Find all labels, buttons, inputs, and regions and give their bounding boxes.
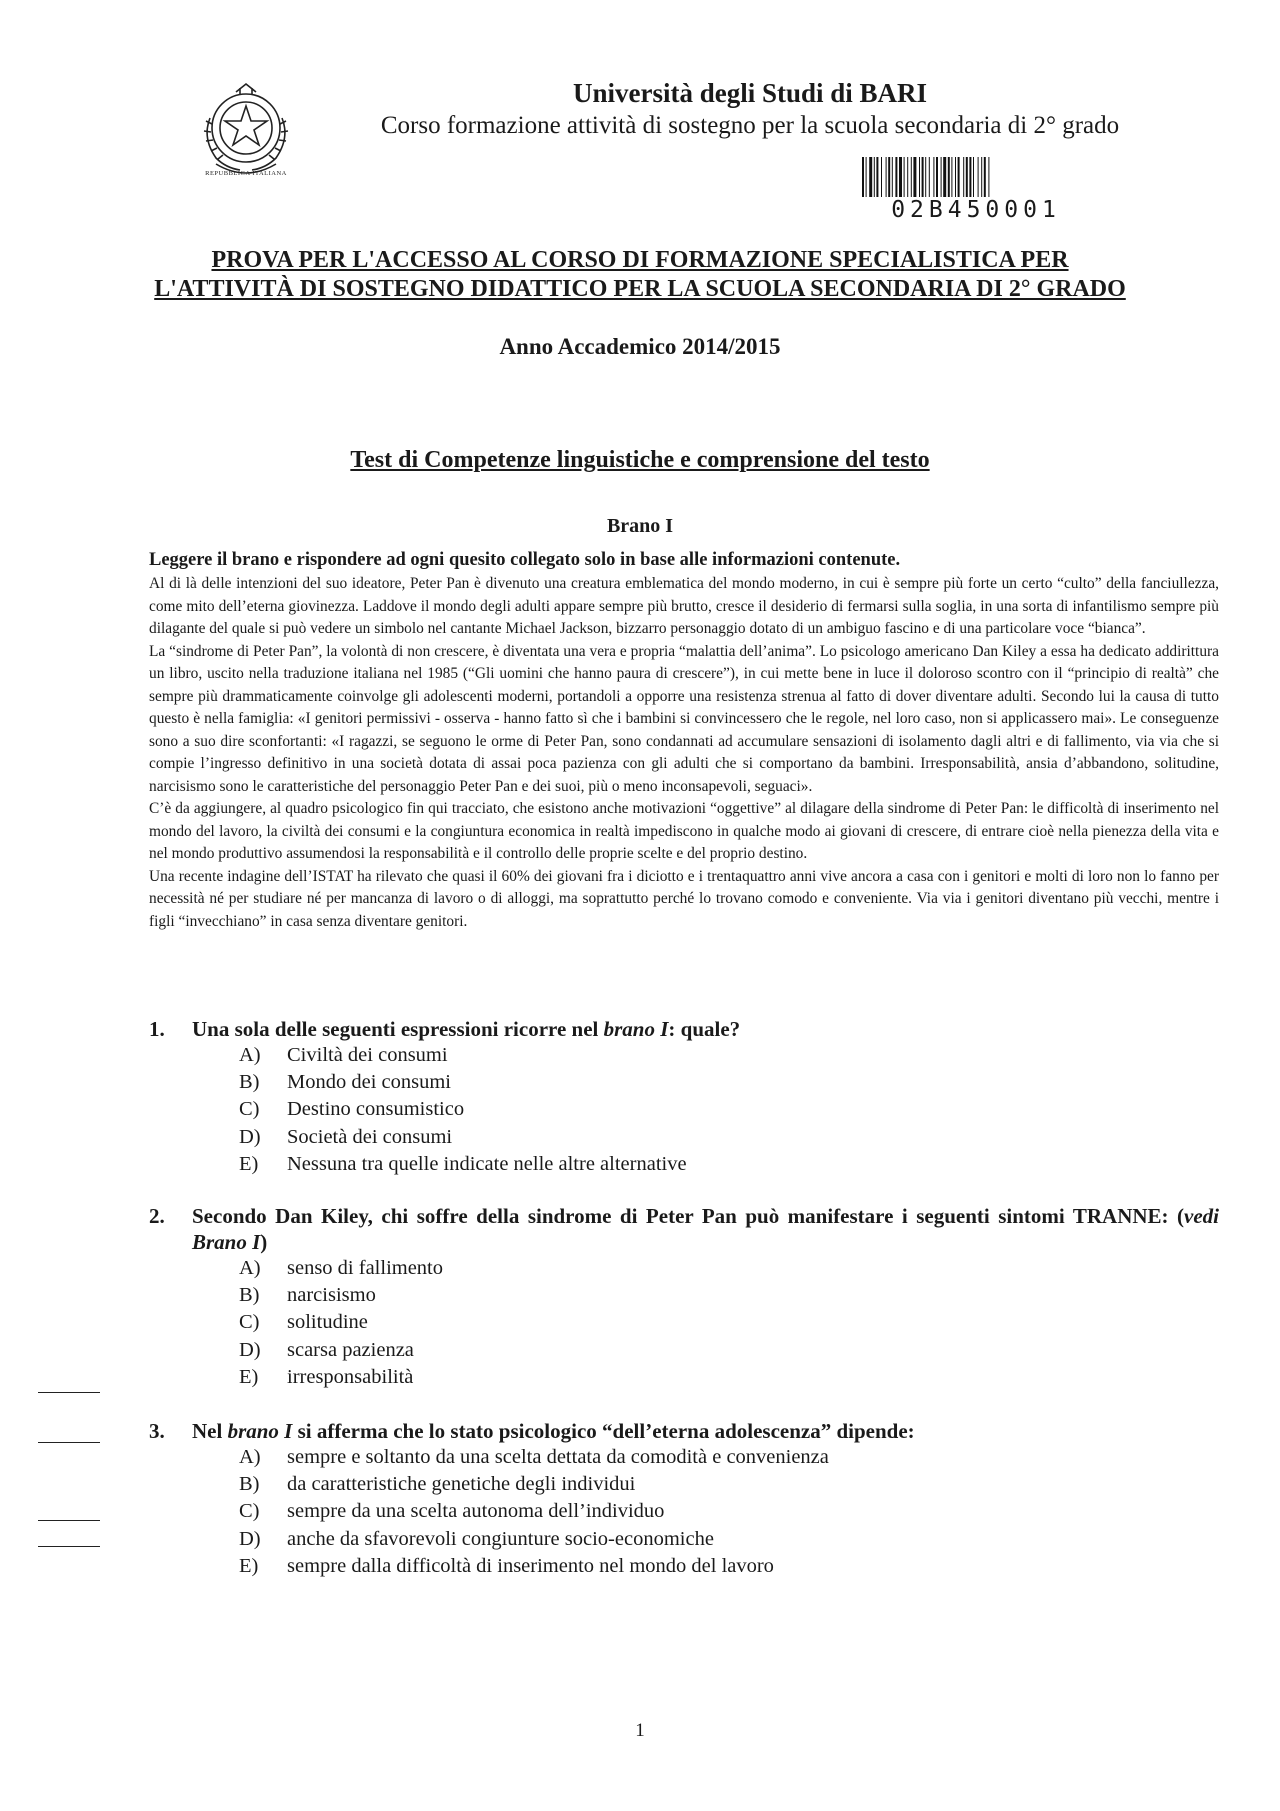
option-text: Civiltà dei consumi	[287, 1044, 448, 1066]
option-text: sempre e soltanto da una scelta dettata da comodità e convenienza	[287, 1446, 829, 1468]
option-text: da caratteristiche genetiche degli individui	[287, 1473, 636, 1496]
answer-option[interactable]	[149, 1069, 1219, 1096]
option-letter: C)	[239, 1098, 260, 1121]
barcode-number: 02B450001	[891, 197, 1061, 223]
option-letter: A)	[239, 1044, 261, 1066]
question-number: 3.	[149, 1419, 165, 1443]
answer-option[interactable]	[149, 1151, 1219, 1178]
passage-body	[149, 573, 1219, 933]
answer-option[interactable]	[149, 1309, 1219, 1336]
exam-title-line-1: PROVA PER L'ACCESSO AL CORSO DI FORMAZIONE SPECIALISTICA PER	[211, 247, 1069, 273]
university-name: Università degli Studi di BARI	[572, 78, 928, 108]
answer-option[interactable]	[149, 1364, 1219, 1391]
option-letter: E)	[239, 1152, 259, 1175]
passage-paragraph: C’è da aggiungere, al quadro psicologico fin qui tracciato, che esistono anche motivazioni “oggettive” al dilagare della sindrome di Peter Pan: le difficoltà di inserimento nel mondo del lavoro, la civiltà dei consumi e la congiuntura economica in realtà impediscono in qualche modo ai giovani di crescere, di entrare cioè nella pienezza della vita e nel mondo produttivo assumendosi la responsabilità e il controllo delle proprie scelte e del proprio destino.	[149, 800, 1219, 862]
test-title: Test di Competenze linguistiche e comprensione del testo	[350, 447, 930, 473]
option-text: anche da sfavorevoli congiunture socio-economiche	[287, 1527, 714, 1550]
exam-title-line-2: L'ATTIVITÀ DI SOSTEGNO DIDATTICO PER LA SCUOLA SECONDARIA DI 2° GRADO	[154, 276, 1126, 302]
option-letter: C)	[239, 1500, 260, 1523]
academic-year: Anno Accademico 2014/2015	[499, 334, 781, 359]
republic-emblem-logo	[196, 78, 296, 182]
option-text: Mondo dei consumi	[287, 1071, 451, 1094]
question-1	[149, 1016, 1219, 1178]
answer-option[interactable]	[149, 1255, 1219, 1282]
answer-option[interactable]	[149, 1498, 1219, 1525]
question-text: Nel brano I si afferma che lo stato psicologico “dell’eterna adolescenza” dipende:	[192, 1419, 915, 1443]
answer-option[interactable]	[149, 1471, 1219, 1498]
option-text: irresponsabilità	[287, 1365, 414, 1388]
option-text: sempre da una scelta autonoma dell’individuo	[287, 1500, 665, 1523]
option-text: sempre dalla difficoltà di inserimento nel mondo del lavoro	[287, 1554, 774, 1577]
margin-marker-line	[38, 1392, 100, 1393]
answer-options	[149, 1042, 1219, 1178]
option-text: solitudine	[287, 1311, 368, 1334]
answer-option[interactable]	[149, 1042, 1219, 1069]
option-text: scarsa pazienza	[287, 1338, 414, 1361]
answer-option[interactable]	[149, 1282, 1219, 1309]
option-letter: D)	[239, 1338, 261, 1361]
page-number: 1	[635, 1720, 645, 1741]
question-text: Una sola delle seguenti espressioni ricorre nel brano I: quale?	[192, 1017, 741, 1041]
passage-paragraph: La “sindrome di Peter Pan”, la volontà di non crescere, è diventata una vera e propria “malattia dell’anima”. Lo psicologo americano Dan Kiley a essa ha dedicato addirittura un libro, uscito nella traduzione italiana nel 1985 (“Gli uomini che hanno paura di crescere”), in cui mette bene in luce il doloroso scontro con il “principio di realtà” che sempre più drammaticamente coinvolge gli adolescenti moderni, portandoli a opporre una resistenza strenua al fatto di dover diventare adulti. Secondo lui la causa di tutto questo è nella famiglia: «I genitori permissivi - osserva - hanno fatto sì che i bambini si convincessero che le regole, nel loro caso, non si applicassero mai». Le conseguenze sono a suo dire sconfortanti: «I ragazzi, se seguono le orme di Peter Pan, sono condannati ad accumulare sensazioni di isolamento dagli altri e di fallimento, via via che si compie l’ingresso definitivo in una società dotata di assai poca pazienza con gli adulti che si comportano da bambini. Irresponsabilità, ansia d’abbandono, solitudine, narcisismo sono le caratteristiche del personaggio Peter Pan e dei suoi, più o meno inconsapevoli, seguaci».	[149, 642, 1219, 795]
answer-option[interactable]	[149, 1553, 1219, 1580]
question-number: 1.	[149, 1017, 165, 1041]
question-text: Secondo Dan Kiley, chi soffre della sindrome di Peter Pan può manifestare i seguenti sintomi TRANNE: (vedi Brano I)	[192, 1204, 1219, 1254]
option-text: senso di fallimento	[287, 1257, 444, 1279]
answer-options	[149, 1444, 1219, 1580]
option-text: narcisismo	[287, 1284, 376, 1307]
option-text: Nessuna tra quelle indicate nelle altre alternative	[287, 1152, 687, 1175]
answer-option[interactable]	[149, 1124, 1219, 1151]
option-letter: D)	[239, 1527, 261, 1550]
option-letter: E)	[239, 1554, 259, 1577]
exam-title	[100, 246, 1180, 304]
passage-title: Brano I	[606, 515, 674, 537]
answer-option[interactable]	[149, 1526, 1219, 1553]
passage-paragraph: Al di là delle intenzioni del suo ideatore, Peter Pan è divenuto una creatura emblematica del mondo moderno, in cui è sempre più forte un certo “culto” della fanciullezza, come mito dell’eterna giovinezza. Laddove il mondo degli adulti appare sempre più brutto, cresce il desiderio di fermarsi sulla soglia, in una sorta di infantilismo sempre più dilagante del quale si può vedere un simbolo nel cantante Michael Jackson, bizzarro personaggio dotato di un ambiguo fascino e di una particolare voce “bianca”.	[149, 575, 1219, 637]
margin-marker-line	[38, 1442, 100, 1443]
answer-options	[149, 1255, 1219, 1391]
option-text: Società dei consumi	[287, 1125, 453, 1148]
course-name: Corso formazione attività di sostegno per la scuola secondaria di 2° grado	[380, 112, 1120, 139]
margin-marker-line	[38, 1520, 100, 1521]
passage-paragraph: Una recente indagine dell’ISTAT ha rilevato che quasi il 60% dei giovani fra i diciotto e i trentaquattro anni vive ancora a casa con i genitori e molti di loro non lo fanno per necessità né per studiare né per mancanza di lavoro o di alloggi, ma soprattutto perché lo trovano comodo e conveniente. Via via i genitori diventano più vecchi, mentre i figli “invecchiano” in casa senza diventare genitori.	[149, 867, 1219, 930]
answer-option[interactable]	[149, 1096, 1219, 1123]
option-letter: B)	[239, 1473, 260, 1496]
question-number: 2.	[149, 1204, 165, 1228]
option-letter: E)	[239, 1365, 259, 1388]
option-letter: D)	[239, 1125, 261, 1148]
answer-option[interactable]	[149, 1444, 1219, 1471]
passage-instructions: Leggere il brano e rispondere ad ogni quesito collegato solo in base alle informazioni contenute.	[149, 550, 901, 570]
option-text: Destino consumistico	[287, 1098, 465, 1121]
question-3	[149, 1418, 1219, 1580]
answer-option[interactable]	[149, 1337, 1219, 1364]
question-2	[149, 1203, 1219, 1391]
option-letter: A)	[239, 1446, 261, 1468]
option-letter: C)	[239, 1311, 260, 1334]
option-letter: A)	[239, 1257, 261, 1279]
margin-marker-line	[38, 1546, 100, 1547]
option-letter: B)	[239, 1071, 260, 1094]
barcode-image	[860, 157, 1092, 197]
svg-text:REPUBBLICA ITALIANA: REPUBBLICA ITALIANA	[205, 170, 287, 177]
option-letter: B)	[239, 1284, 260, 1307]
